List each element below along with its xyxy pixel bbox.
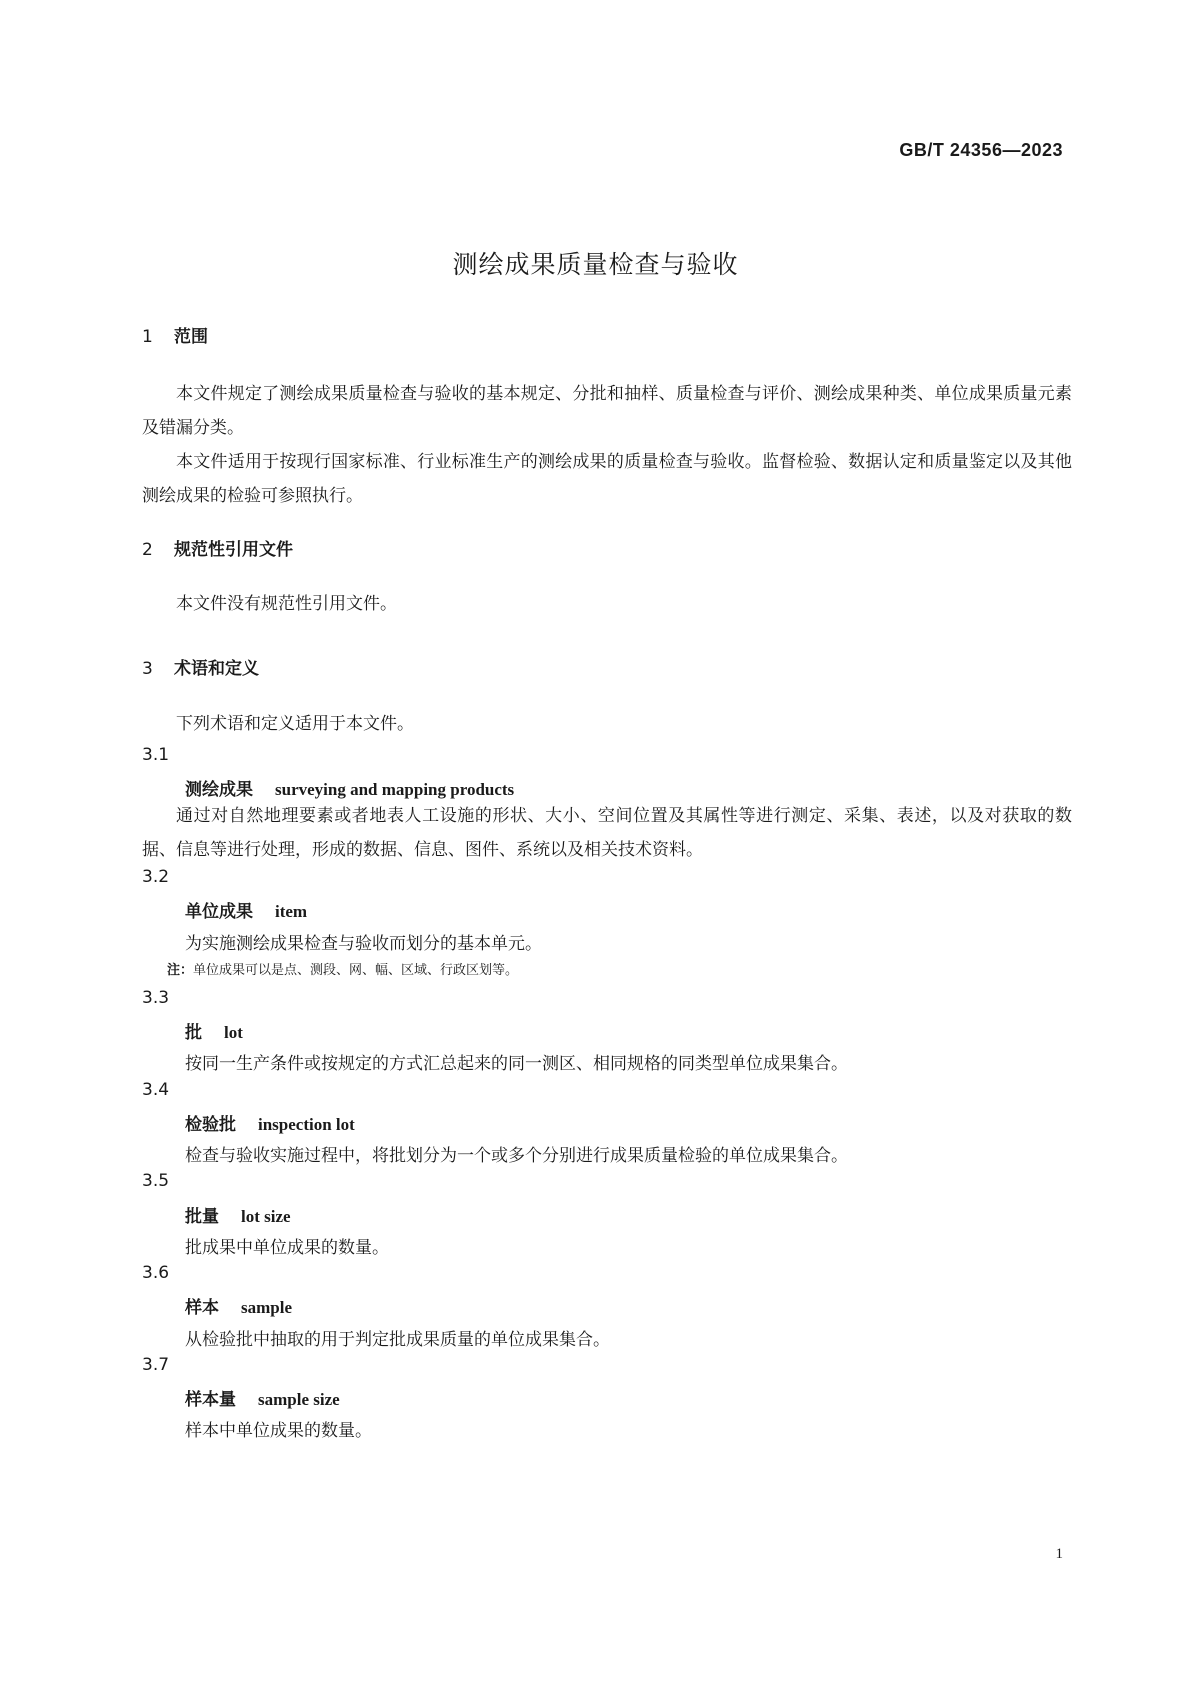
section-title: 规范性引用文件 (174, 540, 293, 560)
section-heading-terms (142, 654, 259, 679)
standard-code: GB/T 24356—2023 (899, 140, 1063, 160)
term-definition: 为实施测绘成果检查与验收而划分的基本单元。 (185, 934, 542, 954)
section-number: 3 (142, 659, 153, 679)
note-label: 注： (167, 963, 194, 978)
term-definition: 按同一生产条件或按规定的方式汇总起来的同一测区、相同规格的同类型单位成果集合。 (185, 1054, 848, 1074)
term-heading (185, 775, 514, 800)
page-number: 1 (1055, 1546, 1063, 1562)
term-en: sample size (258, 1390, 340, 1409)
term-heading (185, 1110, 355, 1135)
term-number: 3.3 (142, 988, 170, 1008)
term-zh: 检验批 (185, 1115, 236, 1135)
terms-intro-paragraph: 下列术语和定义适用于本文件。 (176, 714, 414, 734)
term-number: 3.1 (142, 745, 170, 765)
term-definition: 通过对自然地理要素或者地表人工设施的形状、大小、空间位置及其属性等进行测定、采集、表述，以及对获取的数据、信息等进行处理，形成的数据、信息、图件、系统以及相关技术资料。 (142, 806, 1072, 860)
section-heading-normative-references (142, 535, 293, 560)
term-number: 3.6 (142, 1263, 170, 1283)
term-heading (185, 1202, 291, 1227)
section-number: 2 (142, 540, 153, 560)
document-title: 测绘成果质量检查与验收 (452, 250, 739, 279)
term-zh: 批量 (185, 1207, 219, 1227)
term-zh: 单位成果 (185, 902, 253, 922)
term-definition: 批成果中单位成果的数量。 (185, 1238, 389, 1258)
term-definition: 样本中单位成果的数量。 (185, 1421, 372, 1441)
term-en: item (275, 902, 308, 921)
section-number: 1 (142, 327, 153, 347)
term-zh: 批 (185, 1023, 202, 1043)
term-number: 3.7 (142, 1355, 170, 1375)
term-heading (185, 1293, 292, 1318)
term-heading (185, 1385, 340, 1410)
term-definition: 从检验批中抽取的用于判定批成果质量的单位成果集合。 (185, 1330, 610, 1350)
term-en: lot size (241, 1207, 291, 1226)
term-en: lot (224, 1023, 243, 1042)
term-heading (185, 1018, 243, 1043)
term-heading (185, 897, 307, 922)
scope-paragraph-1: 本文件规定了测绘成果质量检查与验收的基本规定、分批和抽样、质量检查与评价、测绘成果种类、单位成果质量元素及错漏分类。 (142, 384, 1072, 438)
term-definition: 检查与验收实施过程中，将批划分为一个或多个分别进行成果质量检验的单位成果集合。 (185, 1146, 848, 1166)
section-heading-scope (142, 322, 208, 347)
term-number: 3.5 (142, 1171, 170, 1191)
term-en: surveying and mapping products (275, 780, 515, 799)
term-zh: 测绘成果 (185, 780, 253, 800)
note-text: 单位成果可以是点、测段、网、幅、区域、行政区划等。 (193, 963, 519, 978)
term-number: 3.2 (142, 867, 170, 887)
references-paragraph: 本文件没有规范性引用文件。 (176, 594, 397, 614)
term-en: sample (241, 1298, 292, 1317)
section-title: 术语和定义 (174, 659, 259, 679)
term-en: inspection lot (258, 1115, 355, 1134)
term-note (167, 959, 518, 978)
term-zh: 样本量 (185, 1390, 236, 1410)
scope-paragraph-2: 本文件适用于按现行国家标准、行业标准生产的测绘成果的质量检查与验收。监督检验、数据认定和质量鉴定以及其他测绘成果的检验可参照执行。 (142, 452, 1072, 506)
term-number: 3.4 (142, 1080, 170, 1100)
term-zh: 样本 (185, 1298, 219, 1318)
section-title: 范围 (174, 327, 208, 347)
